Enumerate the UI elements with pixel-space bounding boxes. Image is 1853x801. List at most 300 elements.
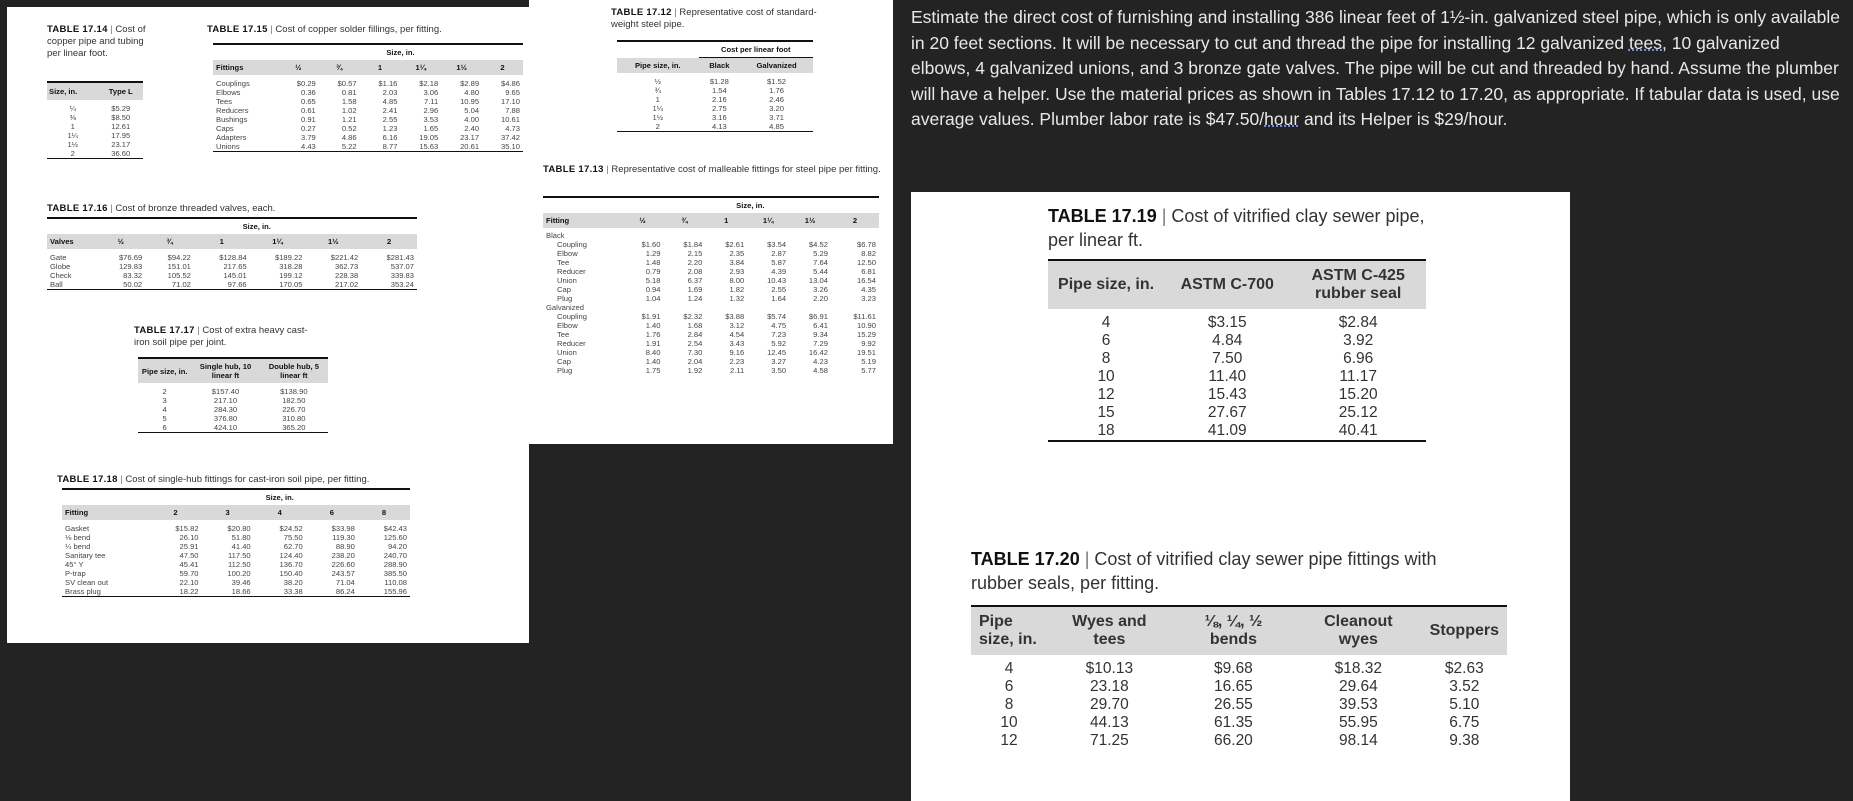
table-cell: 3.84 <box>729 258 745 267</box>
table-cell: $1.60 <box>641 240 661 249</box>
table-cell: 98.14 <box>1338 732 1378 749</box>
table-cell: Union <box>557 348 577 357</box>
table-cell: $42.43 <box>383 524 407 533</box>
table-cell: 2.46 <box>769 95 784 104</box>
table-row <box>1048 350 1426 368</box>
table-cell: 4.13 <box>699 122 741 132</box>
table-cell: 145.01 <box>223 271 247 280</box>
table-cell: 8 <box>1101 350 1111 367</box>
table-17-16-label: TABLE 17.16 <box>47 203 108 214</box>
size-group-header: Size, in. <box>386 48 415 57</box>
table-cell: 288.90 <box>383 560 407 569</box>
table-cell: 0.52 <box>341 124 357 133</box>
table-row <box>47 100 143 113</box>
table-row <box>62 578 410 587</box>
table-cell: 1.68 <box>687 321 703 330</box>
table-17-18-caption: TABLE 17.18 | Cost of single-hub fittings for cast-iron soil pipe, per fitting. <box>57 474 370 485</box>
table-cell: 125.60 <box>383 533 407 542</box>
table-cell: 1.76 <box>769 86 784 95</box>
table-cell: Check <box>50 271 72 280</box>
table-cell: 75.50 <box>283 533 303 542</box>
table-cell: Bushings <box>216 115 248 124</box>
group-label: Black <box>546 231 565 240</box>
table-cell: Cap <box>557 357 571 366</box>
table-header-row <box>138 358 328 383</box>
table-cell: 1 <box>70 122 75 131</box>
table-17-20-label: TABLE 17.20 <box>971 549 1080 569</box>
table-cell: 7.88 <box>505 106 520 115</box>
size-column-header: 1½ <box>804 216 816 225</box>
table-cell: 1.02 <box>341 106 357 115</box>
table-cell: 50.02 <box>96 280 145 290</box>
table-cell: $281.43 <box>386 253 414 262</box>
table-header-row <box>47 82 143 100</box>
table-cell: 8.82 <box>861 249 876 258</box>
table-cell: 29.64 <box>1338 678 1378 695</box>
spellcheck-word-tees[interactable]: tees <box>1628 32 1663 53</box>
table-17-14-title: Cost of copper pipe and tubing per linear foot. <box>47 24 146 59</box>
table-cell: 2 <box>162 387 167 396</box>
table-cell: Reducer <box>557 339 586 348</box>
table-cell: 62.70 <box>283 542 303 551</box>
table-cell: $2.32 <box>683 312 703 321</box>
column-header: Pipe size, in. <box>979 613 1037 648</box>
table-row <box>543 240 879 249</box>
table-cell: 71.02 <box>145 280 194 290</box>
size-column-header: ½ <box>117 237 124 246</box>
table-cell: 3 <box>162 396 167 405</box>
table-cell: 5.77 <box>861 366 876 375</box>
column-header: Cleanout wyes <box>1324 613 1393 648</box>
table-cell: 0.65 <box>300 97 316 106</box>
table-cell: ¾ <box>654 86 661 95</box>
table-cell: 94.20 <box>387 542 407 551</box>
table-row <box>47 131 143 140</box>
table-cell: 105.52 <box>167 271 191 280</box>
size-column-header: 2 <box>852 216 858 225</box>
table-cell: $0.29 <box>296 79 316 88</box>
size-column-header: 4 <box>277 508 282 517</box>
table-cell: 39.46 <box>231 578 251 587</box>
table-row <box>138 405 328 414</box>
table-cell: 5.44 <box>813 267 828 276</box>
table-cell: Tee <box>557 330 570 339</box>
table-17-14-label: TABLE 17.14 <box>47 24 108 35</box>
table-cell: 5.19 <box>861 357 876 366</box>
table-cell: 83.32 <box>123 271 143 280</box>
table-header-row <box>1048 260 1426 309</box>
table-cell: 2.23 <box>729 357 745 366</box>
table-cell: 12 <box>1097 386 1115 403</box>
table-cell: $3.15 <box>1207 314 1247 331</box>
table-cell: $9.68 <box>1214 660 1253 677</box>
size-column-header: 1 <box>219 237 224 246</box>
table-cell: 155.96 <box>358 587 410 597</box>
table-cell: $1.91 <box>641 312 661 321</box>
table-cell: 3.92 <box>1343 332 1374 349</box>
table-cell: 226.70 <box>282 405 306 414</box>
table-cell: Unions <box>213 142 278 152</box>
table-cell: 9.65 <box>505 88 520 97</box>
table-row <box>543 312 879 321</box>
table-row <box>138 383 328 396</box>
table-cell: 2.11 <box>730 366 745 375</box>
table-cell: 10 <box>1097 368 1115 385</box>
table-cell: $2.61 <box>725 240 745 249</box>
table-cell: 1.65 <box>423 124 439 133</box>
table-cell: 4.58 <box>813 366 828 375</box>
table-cell: Tees <box>216 97 233 106</box>
table-cell: 16.54 <box>856 276 876 285</box>
table-cell: 217.02 <box>305 280 361 290</box>
table-cell: 1.69 <box>687 285 703 294</box>
table-cell: 9.38 <box>1449 732 1480 749</box>
table-cell: $128.84 <box>219 253 247 262</box>
column-header: Fittings <box>216 63 244 72</box>
table-cell: Coupling <box>557 240 587 249</box>
table-17-15-title: Cost of copper solder fillings, per fitting. <box>275 24 442 35</box>
table-cell: 71.25 <box>1089 732 1129 749</box>
column-header: Size, in. <box>49 87 78 96</box>
column-header: Black <box>709 61 730 70</box>
table-row <box>1048 368 1426 386</box>
table-cell: 1.82 <box>729 285 745 294</box>
table-cell: $15.82 <box>175 524 199 533</box>
size-column-header: 1 <box>377 63 383 72</box>
table-cell: 3.26 <box>813 285 828 294</box>
table-cell: 71.04 <box>335 578 355 587</box>
table-cell: $6.91 <box>808 312 828 321</box>
table-row <box>138 414 328 423</box>
table-cell: 19.51 <box>856 348 876 357</box>
table-cell: 100.20 <box>227 569 251 578</box>
table-cell: 6 <box>138 423 191 433</box>
table-row <box>213 124 523 133</box>
table-cell: 0.91 <box>300 115 316 124</box>
table-cell: $5.29 <box>111 104 131 113</box>
table-cell: 2.20 <box>813 294 828 303</box>
table-cell: 0.36 <box>300 88 316 97</box>
table-cell: 119.30 <box>332 533 355 542</box>
table-cell: 86.24 <box>306 587 358 597</box>
table-cell: 318.28 <box>279 262 303 271</box>
table-cell: 1.75 <box>645 366 661 375</box>
size-column-header: 1¼ <box>272 237 283 246</box>
table-cell: 199.12 <box>279 271 303 280</box>
column-header: Valves <box>50 237 74 246</box>
table-cell: 19.05 <box>419 133 439 142</box>
table-cell: Reducer <box>557 267 586 276</box>
table-cell: 8.00 <box>729 276 745 285</box>
table-cell: P-trap <box>65 569 86 578</box>
table-cell: $4.86 <box>500 79 520 88</box>
table-cell: 0.27 <box>300 124 316 133</box>
table-cell: 18.22 <box>149 587 201 597</box>
table-cell: 66.20 <box>1214 732 1253 749</box>
table-cell: 7.64 <box>813 258 828 267</box>
table-cell: 17.95 <box>111 131 131 140</box>
table-row <box>543 357 879 366</box>
column-header: Type L <box>108 87 133 96</box>
table-cell: 0.79 <box>645 267 661 276</box>
table-cell: 55.95 <box>1338 714 1378 731</box>
group-label: Galvanized <box>546 303 584 312</box>
table-cell: 45.41 <box>179 560 199 569</box>
table-cell: 15.63 <box>400 142 441 152</box>
table-cell: $1.84 <box>683 240 703 249</box>
table-cell: $221.42 <box>330 253 359 262</box>
table-cell: 4.54 <box>729 330 745 339</box>
table-row <box>1048 332 1426 350</box>
table-17-13 <box>543 196 879 375</box>
table-cell: 2.75 <box>711 104 727 113</box>
table-cell: 284.30 <box>213 405 238 414</box>
table-cell: 2.41 <box>382 106 398 115</box>
column-header: ASTM C-700 <box>1180 276 1274 293</box>
table-17-18-label: TABLE 17.18 <box>57 474 118 485</box>
size-column-header: 1½ <box>456 63 467 72</box>
table-header-row <box>62 505 410 520</box>
table-17-18 <box>62 488 410 597</box>
table-cell: 5.18 <box>645 276 661 285</box>
table-17-13-title: Representative cost of malleable fittings for steel pipe per fitting. <box>611 164 881 175</box>
table-cell: $24.52 <box>279 524 303 533</box>
table-cell: 23.17 <box>460 133 480 142</box>
table-17-16-title: Cost of bronze threaded valves, each. <box>115 203 276 214</box>
table-cell: 339.83 <box>390 271 414 280</box>
table-cell: 2.15 <box>687 249 703 258</box>
table-cell: 6.41 <box>813 321 828 330</box>
table-row <box>543 348 879 357</box>
table-cell: 2.20 <box>687 258 703 267</box>
table-cell: 10.90 <box>856 321 876 330</box>
table-cell: Gasket <box>65 524 90 533</box>
table-17-12-label: TABLE 17.12 <box>611 7 672 18</box>
table-cell: 2.08 <box>687 267 703 276</box>
table-cell: 22.10 <box>179 578 199 587</box>
table-cell: 27.67 <box>1207 404 1247 421</box>
table-cell: Elbows <box>216 88 241 97</box>
table-cell: 8.77 <box>360 142 401 152</box>
table-17-16-caption: TABLE 17.16 | Cost of bronze threaded valves, each. <box>47 203 276 214</box>
table-row <box>1048 386 1426 404</box>
table-cell: 59.70 <box>179 569 199 578</box>
column-header: ⅛, ¼, ½ bends <box>1204 613 1263 648</box>
table-cell: 9.92 <box>861 339 876 348</box>
size-column-header: 3 <box>225 508 230 517</box>
table-cell: 15 <box>1097 404 1115 421</box>
table-row <box>543 366 879 375</box>
table-row <box>971 678 1507 696</box>
table-cell: Brass plug <box>62 587 149 597</box>
table-cell: 5.04 <box>464 106 480 115</box>
table-17-12-caption: TABLE 17.12 | Representative cost of standard-weight steel pipe. <box>611 7 817 30</box>
table-cell: 1½ <box>652 113 664 122</box>
table-cell: $1.16 <box>378 79 398 88</box>
table-17-17-caption: TABLE 17.17 | Cost of extra heavy cast-iron soil pipe per joint. <box>134 325 308 348</box>
table-cell: 243.57 <box>331 569 355 578</box>
table-cell: $8.50 <box>111 113 131 122</box>
table-cell: 385.50 <box>383 569 407 578</box>
table-cell: 10.95 <box>460 97 480 106</box>
table-row <box>617 122 813 132</box>
table-cell: 39.53 <box>1338 696 1378 713</box>
group-row <box>543 303 879 312</box>
table-cell: 2.03 <box>382 88 398 97</box>
table-cell: 38.20 <box>283 578 303 587</box>
size-column-header: ½ <box>639 216 646 225</box>
table-cell: 4.73 <box>505 124 520 133</box>
tables-panel-left <box>7 7 529 643</box>
column-header: Double hub, 5 linear ft <box>268 362 319 380</box>
table-cell: $10.13 <box>1085 660 1134 677</box>
table-cell: $4.52 <box>808 240 828 249</box>
column-header: ASTM C-425 rubber seal <box>1311 267 1405 302</box>
table-cell: 1.91 <box>645 339 661 348</box>
table-cell: 5.22 <box>319 142 360 152</box>
table-cell: 4.85 <box>382 97 398 106</box>
table-cell: 3.50 <box>771 366 787 375</box>
size-column-header: 2 <box>173 508 178 517</box>
table-cell: 537.07 <box>390 262 414 271</box>
table-header-row <box>543 213 879 228</box>
table-cell: 8 <box>1004 696 1014 713</box>
tables-panel-right <box>911 192 1570 801</box>
table-cell: 6.37 <box>687 276 703 285</box>
table-17-17 <box>138 357 328 433</box>
table-cell: 9.16 <box>729 348 745 357</box>
table-cell: 2.87 <box>771 249 787 258</box>
table-cell: 17.10 <box>500 97 520 106</box>
table-cell: 2.96 <box>423 106 439 115</box>
table-cell: 4.85 <box>740 122 813 132</box>
table-cell: 12.61 <box>111 122 131 131</box>
table-row <box>47 280 417 290</box>
table-cell: 11.40 <box>1208 368 1247 385</box>
table-cell: 10 <box>1000 714 1018 731</box>
table-row <box>543 321 879 330</box>
table-cell: 44.13 <box>1089 714 1129 731</box>
table-cell: 112.50 <box>227 560 251 569</box>
table-cell: 6 <box>1101 332 1111 349</box>
table-cell: 226.60 <box>331 560 355 569</box>
table-row <box>47 249 417 262</box>
table-cell: $20.80 <box>227 524 251 533</box>
size-column-header: 1¼ <box>762 216 774 225</box>
table-cell: 1.58 <box>341 97 357 106</box>
table-cell: Ball <box>47 280 96 290</box>
table-cell: 2.40 <box>464 124 480 133</box>
size-column-header: 1¼ <box>415 63 427 72</box>
table-cell: Plug <box>557 294 573 303</box>
column-header: Pipe size, in. <box>634 60 681 70</box>
table-cell: 1.32 <box>729 294 745 303</box>
table-cell: 1.40 <box>645 321 661 330</box>
table-cell: 217.65 <box>223 262 247 271</box>
table-cell: 26.10 <box>179 533 199 542</box>
cost-group-header: Cost per linear foot <box>699 41 813 58</box>
column-header: Fitting <box>65 508 89 517</box>
table-row <box>213 75 523 88</box>
table-cell: Coupling <box>557 312 587 321</box>
table-row <box>47 122 143 131</box>
table-cell: Union <box>557 276 577 285</box>
table-cell: 3.43 <box>729 339 745 348</box>
table-cell: 7.30 <box>687 348 703 357</box>
table-cell: 1.04 <box>645 294 661 303</box>
table-header-row <box>213 60 523 75</box>
column-header: Fitting <box>546 216 570 225</box>
table-cell: 2.93 <box>729 267 745 276</box>
table-row <box>971 714 1507 732</box>
table-cell: Couplings <box>216 79 250 88</box>
table-cell: 136.70 <box>279 560 303 569</box>
column-header: Stoppers <box>1429 622 1499 639</box>
table-cell: 23.18 <box>1089 678 1129 695</box>
table-row <box>617 73 813 86</box>
table-cell: 353.24 <box>361 280 417 290</box>
column-header: Single hub, 10 linear ft <box>199 362 252 380</box>
table-cell: 37.42 <box>500 133 520 142</box>
table-row <box>213 115 523 124</box>
table-row <box>971 696 1507 714</box>
table-cell: 238.20 <box>331 551 355 560</box>
table-cell: 3.06 <box>423 88 439 97</box>
table-cell: Elbow <box>557 321 578 330</box>
table-cell: 4.84 <box>1212 332 1243 349</box>
table-cell: $3.88 <box>725 312 745 321</box>
table-cell: 3.16 <box>711 113 727 122</box>
table-row <box>543 330 879 339</box>
table-cell: 3.79 <box>300 133 316 142</box>
table-cell: 0.61 <box>300 106 316 115</box>
table-17-19-title: Cost of vitrified clay sewer pipe, per linear ft. <box>1048 206 1425 250</box>
table-cell: 6.75 <box>1449 714 1480 731</box>
table-17-15 <box>213 43 523 152</box>
table-cell: 2.16 <box>711 95 727 104</box>
table-17-20-title: Cost of vitrified clay sewer pipe fittings with rubber seals, per fitting. <box>971 549 1437 593</box>
table-row <box>543 258 879 267</box>
size-column-header: 2 <box>386 237 392 246</box>
table-cell: 0.94 <box>645 285 661 294</box>
table-cell: 1 <box>655 95 660 104</box>
table-cell: 1.40 <box>645 357 661 366</box>
table-cell: 47.50 <box>179 551 199 560</box>
table-cell: $189.22 <box>274 253 303 262</box>
size-column-header: 1½ <box>328 237 339 246</box>
spellcheck-word-hour[interactable]: hour <box>1264 109 1300 129</box>
table-cell: $2.84 <box>1338 314 1378 331</box>
table-row <box>47 262 417 271</box>
table-cell: $157.40 <box>211 387 240 396</box>
size-group-header: Size, in. <box>265 493 294 502</box>
table-17-19-caption: TABLE 17.19 | Cost of vitrified clay sewer pipe, per linear ft. <box>1048 206 1425 250</box>
table-cell: 4.39 <box>771 267 787 276</box>
table-row <box>62 560 410 569</box>
table-header-row <box>971 606 1507 655</box>
table-17-16 <box>47 217 417 290</box>
table-cell: 2.55 <box>382 115 398 124</box>
table-cell: 1.76 <box>645 330 661 339</box>
column-header: Galvanized <box>756 61 797 70</box>
table-cell: 4 <box>1101 314 1111 331</box>
table-header-row <box>617 58 813 74</box>
table-cell: 41.09 <box>1164 422 1290 441</box>
table-17-15-label: TABLE 17.15 <box>207 24 268 35</box>
table-row <box>138 423 328 433</box>
table-cell: 11.17 <box>1339 368 1377 385</box>
table-row <box>543 249 879 258</box>
